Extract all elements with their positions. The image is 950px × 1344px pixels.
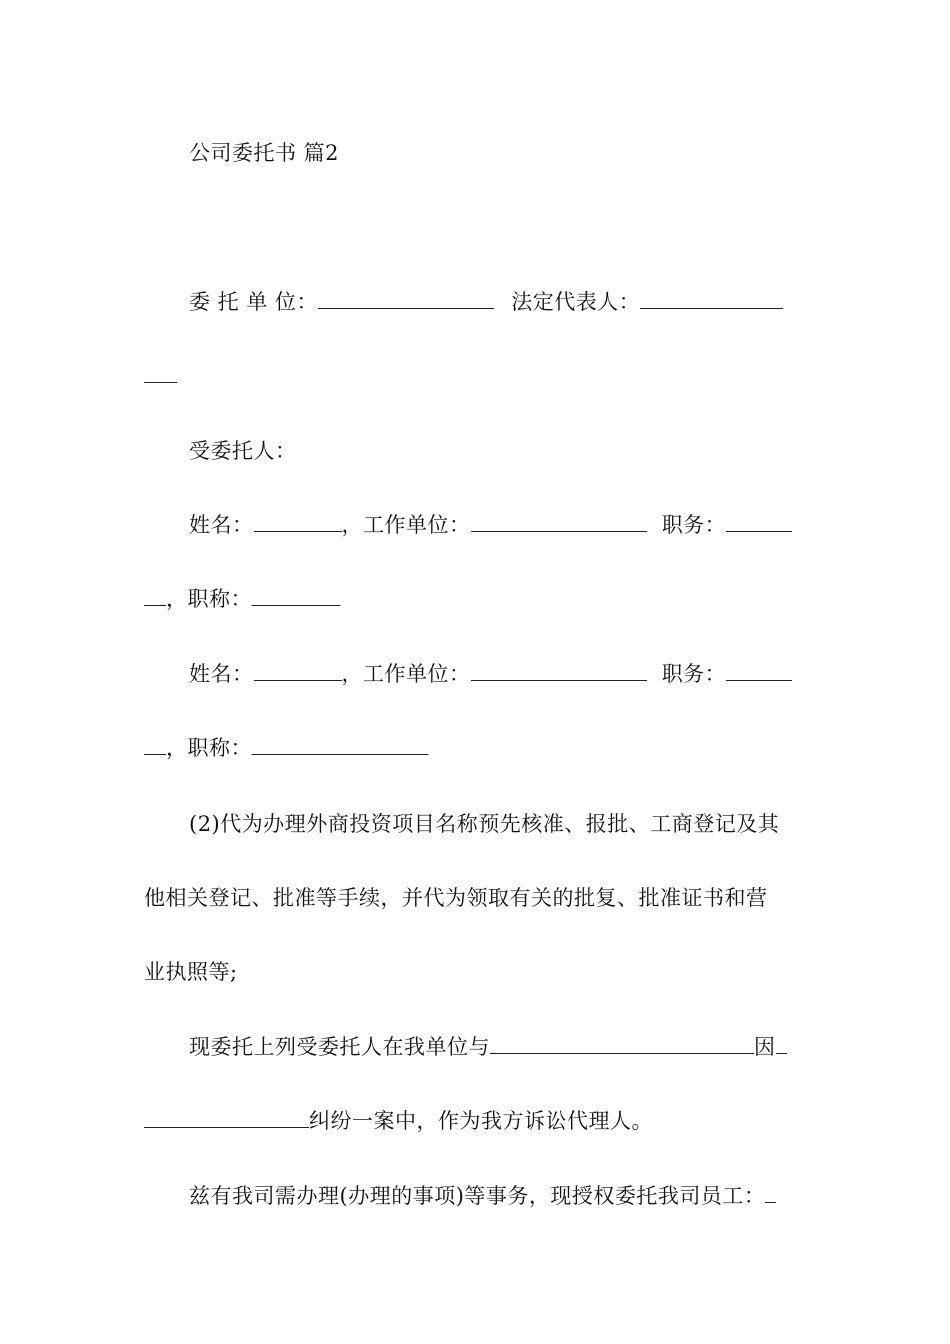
employee-blank[interactable] (765, 1184, 776, 1203)
duty-blank[interactable] (726, 513, 792, 532)
work-unit-label: ，工作单位： (341, 513, 471, 537)
litigation-text-a: 现委托上列受委托人在我单位与 (189, 1035, 490, 1059)
paragraph-2-line-1: (2)代为办理外商投资项目名称预先核准、报批、工商登记及其 (189, 812, 780, 836)
name-blank[interactable] (254, 513, 342, 532)
dispute-blank[interactable] (144, 1109, 309, 1128)
litigation-text-b: 因 (754, 1035, 776, 1059)
trustee-1-line-cont (144, 585, 340, 613)
work-unit-label: ，工作单位： (341, 662, 471, 686)
opposing-party-blank[interactable] (490, 1035, 754, 1054)
litigation-line-2 (144, 1107, 653, 1135)
authorization-line (189, 1182, 776, 1210)
paragraph-2-line-2: 他相关登记、批准等手续，并代为领取有关的批复、批准证书和营 (144, 886, 768, 910)
authorization-text: 兹有我司需办理(办理的事项)等事务，现授权委托我司员工： (189, 1184, 766, 1208)
title-blank[interactable] (252, 587, 340, 606)
trustee-2-line-cont (144, 734, 428, 762)
litigation-line-1 (189, 1033, 787, 1061)
dispute-blank-start[interactable] (776, 1035, 787, 1054)
trustee-heading: 受委托人： (189, 439, 297, 463)
name-blank[interactable] (254, 662, 342, 681)
title-blank[interactable] (252, 736, 428, 755)
litigation-text-c: 纠纷一案中，作为我方诉讼代理人。 (309, 1109, 653, 1133)
duty-label: 职务： (661, 662, 727, 686)
trustee-2-line (189, 660, 792, 688)
legal-representative-blank[interactable] (640, 290, 783, 309)
duty-blank[interactable] (726, 662, 792, 681)
paragraph-2-line-3: 业执照等; (144, 960, 238, 984)
title-label: ，职称： (166, 736, 252, 760)
duty-blank-tail[interactable] (144, 587, 166, 606)
legal-representative-blank-cont (144, 362, 177, 390)
entrusting-unit-line (189, 288, 783, 316)
duty-blank-tail[interactable] (144, 736, 166, 755)
work-unit-blank[interactable] (471, 662, 647, 681)
legal-representative-blank-tail[interactable] (144, 364, 177, 383)
entrusting-unit-blank[interactable] (318, 290, 494, 309)
entrusting-unit-label: 委 托 单 位： (189, 290, 319, 314)
name-label: 姓名： (189, 513, 254, 537)
name-label: 姓名： (189, 662, 254, 686)
legal-representative-label: 法定代表人： (511, 290, 641, 314)
trustee-1-line (189, 511, 792, 539)
title-label: ，职称： (166, 587, 252, 611)
document-title: 公司委托书 篇2 (189, 141, 340, 165)
work-unit-blank[interactable] (471, 513, 647, 532)
duty-label: 职务： (661, 513, 727, 537)
